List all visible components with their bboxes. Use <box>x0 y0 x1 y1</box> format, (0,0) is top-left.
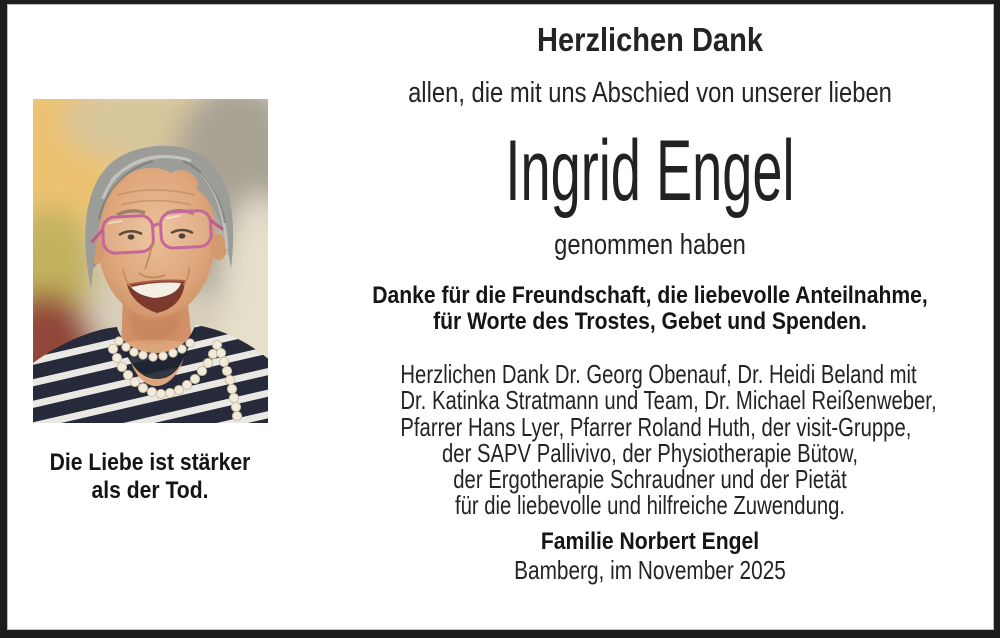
acknowledgement-paragraph <box>400 359 937 521</box>
caption-line-1: Die Liebe ist stärker <box>49 449 251 476</box>
place-and-date: Bamberg, im November 2025 <box>514 555 786 585</box>
ack-line: der Ergotherapie Schraudner und der Pietät <box>453 464 847 495</box>
thanks-line-1: Danke für die Freundschaft, die liebevolle Anteilnahme, <box>372 282 928 309</box>
thanks-paragraph <box>368 283 931 335</box>
portrait-photo <box>33 99 268 423</box>
thanks-line-2: für Worte des Trostes, Gebet und Spenden. <box>433 308 867 335</box>
ack-line: für die liebevolle und hilfreiche Zuwendung. <box>454 490 846 521</box>
notice-intro: allen, die mit uns Abschied von unserer lieben <box>408 77 892 109</box>
portrait-photo-image <box>33 99 268 423</box>
ack-line: Dr. Katinka Stratmann und Team, Dr. Michael Reißenweber, <box>400 385 937 416</box>
ack-line: Herzlichen Dank Dr. Georg Obenauf, Dr. Heidi Beland mit <box>400 359 917 389</box>
notice-after-name: genommen haben <box>554 229 746 261</box>
ack-line: Pfarrer Hans Lyer, Pfarrer Roland Huth, der visit-Gruppe, <box>400 411 912 442</box>
photo-caption <box>31 449 269 505</box>
deceased-name: Ingrid Engel <box>505 123 795 219</box>
caption-line-2: als der Tod. <box>91 477 209 504</box>
ack-line: der SAPV Pallivivo, der Physiotherapie Bütow, <box>442 437 858 468</box>
family-signature: Familie Norbert Engel <box>540 528 760 555</box>
notice-header: Herzlichen Dank <box>537 21 763 58</box>
